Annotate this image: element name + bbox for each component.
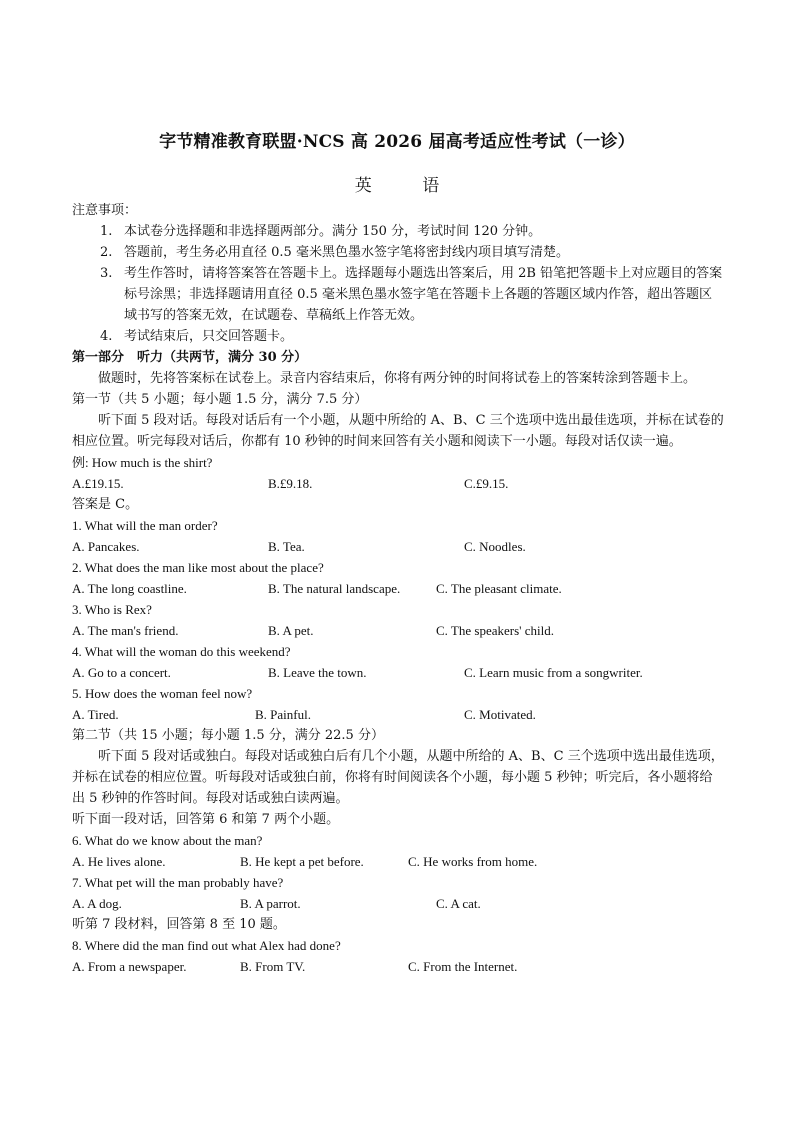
question-8-options [72, 956, 724, 977]
option-a: A. A dog. [72, 896, 122, 911]
note-number: 2. [100, 245, 113, 260]
note-text: 本试卷分选择题和非选择题两部分。满分 150 分，考试时间 120 分钟。 [124, 224, 542, 239]
question-5: 5. How does the woman feel now? [72, 686, 253, 701]
option-a: A. From a newspaper. [72, 959, 187, 974]
section2-intro: 听下面 5 段对话或独白。每段对话或独白后有几个小题，从题中所给的 A、B、C 三个选项中选出最佳选项，并标在试卷的相应位置。听每段对话或独白前，你将有时间阅读各个小题，每小题 5 秒钟；听完后，各小题将给出 5 秒钟的作答时间。每段对话或独白读两遍。 [72, 749, 724, 806]
question-7-options [72, 893, 724, 914]
option-a: A. Tired. [72, 707, 119, 722]
question-4: 4. What will the woman do this weekend? [72, 644, 291, 659]
option-b: B. Tea. [268, 539, 305, 554]
note-text: 考生作答时，请将答案答在答题卡上。选择题每小题选出答案后，用 2B 铅笔把答题卡上对应题目的答案标号涂黑；非选择题请用直径 0.5 毫米黑色墨水签字笔在答题卡上各题的答题区域内作答，超出答题区域书写的答案无效，在试题卷、草稿纸上作答无效。 [124, 266, 723, 323]
part1-heading: 第一部分 听力（共两节，满分 30 分） [72, 350, 308, 365]
option-c: C. Noodles. [464, 539, 526, 554]
question-3-options [72, 620, 724, 641]
section1-heading: 第一节（共 5 小题；每小题 1.5 分，满分 7.5 分） [72, 392, 368, 407]
question-8: 8. Where did the man find out what Alex had done? [72, 938, 341, 953]
question-2: 2. What does the man like most about the place? [72, 560, 324, 575]
exam-title: 字节精准教育联盟·NCS 高 2026 届高考适应性考试（一诊） [159, 132, 635, 152]
question-7: 7. What pet will the man probably have? [72, 875, 284, 890]
part1-intro: 做题时，先将答案标在试卷上。录音内容结束后，你将有两分钟的时间将试卷上的答案转涂到答题卡上。 [98, 371, 697, 386]
option-a: A. The man's friend. [72, 623, 179, 638]
subject-heading [0, 171, 794, 196]
question-6-options [72, 851, 724, 872]
option-c: C. The pleasant climate. [436, 581, 562, 596]
example-answer: 答案是 C。 [72, 497, 139, 512]
question-1: 1. What will the man order? [72, 518, 218, 533]
option-c: C. The speakers' child. [436, 623, 554, 638]
option-c: C. He works from home. [408, 854, 538, 869]
question-1-options [72, 536, 724, 557]
note-item [72, 326, 724, 347]
question-5-options [72, 704, 724, 725]
exam-content [72, 200, 724, 977]
option-b: B. From TV. [240, 959, 306, 974]
group2-instruction: 听第 7 段材料，回答第 8 至 10 题。 [72, 917, 286, 932]
option-c: C. From the Internet. [408, 959, 518, 974]
option-a: A. Pancakes. [72, 539, 140, 554]
option-b: B. Leave the town. [268, 665, 367, 680]
option-c: C. Motivated. [464, 707, 536, 722]
question-3: 3. Who is Rex? [72, 602, 152, 617]
question-4-options [72, 662, 724, 683]
note-item [72, 263, 724, 326]
section2-heading: 第二节（共 15 小题；每小题 1.5 分，满分 22.5 分） [72, 728, 384, 743]
note-item [72, 221, 724, 242]
example-question: 例: How much is the shirt? [72, 455, 213, 470]
group1-instruction: 听下面一段对话，回答第 6 和第 7 两个小题。 [72, 812, 340, 827]
note-text: 考试结束后，只交回答题卡。 [124, 329, 294, 344]
option-a: A.£19.15. [72, 476, 124, 491]
option-a: A. The long coastline. [72, 581, 187, 596]
option-b: B.£9.18. [268, 476, 313, 491]
option-a: A. He lives alone. [72, 854, 166, 869]
option-c: C. Learn music from a songwriter. [464, 665, 643, 680]
option-c: C.£9.15. [464, 476, 509, 491]
option-a: A. Go to a concert. [72, 665, 171, 680]
option-b: B. He kept a pet before. [240, 854, 364, 869]
note-number: 3. [100, 266, 113, 281]
note-item [72, 242, 724, 263]
notes-heading: 注意事项： [72, 203, 138, 218]
note-number: 1. [100, 224, 113, 239]
note-number: 4. [100, 329, 113, 344]
option-c: C. A cat. [436, 896, 481, 911]
subject-char: 英 [354, 176, 372, 196]
option-b: B. A pet. [268, 623, 314, 638]
question-6: 6. What do we know about the man? [72, 833, 263, 848]
option-b: B. Painful. [255, 707, 311, 722]
subject-char: 语 [422, 176, 440, 196]
example-options [72, 473, 724, 494]
option-b: B. The natural landscape. [268, 581, 401, 596]
question-2-options [72, 578, 724, 599]
note-text: 答题前，考生务必用直径 0.5 毫米黑色墨水签字笔将密封线内项目填写清楚。 [124, 245, 569, 260]
option-b: B. A parrot. [240, 896, 301, 911]
section1-intro: 听下面 5 段对话。每段对话后有一个小题，从题中所给的 A、B、C 三个选项中选出最佳选项，并标在试卷的相应位置。听完每段对话后，你都有 10 秒钟的时间来回答有关小题和阅读下一小题。每段对话仅读一遍。 [72, 413, 724, 449]
